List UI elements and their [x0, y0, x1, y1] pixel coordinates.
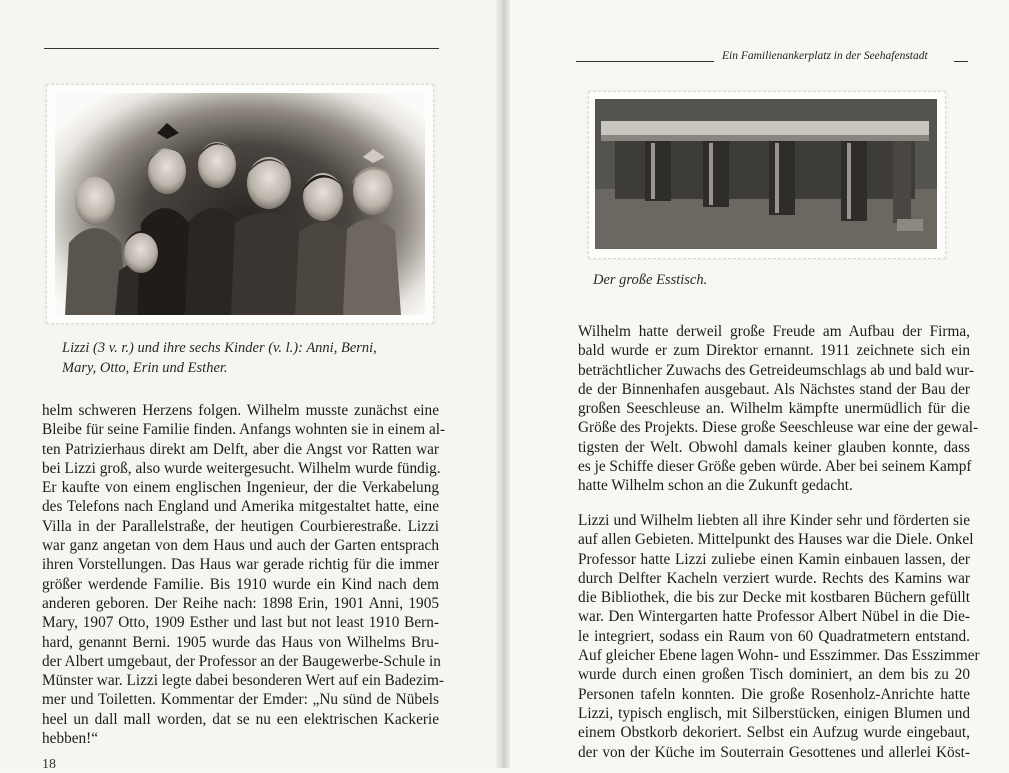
- text-line: Lizzi, typisch englisch, mit Silberstücken, einigen Blumen und: [578, 704, 970, 722]
- text-line: großen Seeschleuse an. Wilhelm kämpfte unermüdlich für die: [578, 400, 970, 418]
- text-line: der von der Küche im Souterrain Gesottenes und allerlei Köst-: [578, 743, 970, 761]
- text-line: Wilhelm hatte derweil große Freude am Aufbau der Firma,: [578, 323, 970, 340]
- text-line: Bleibe für seine Familie finden. Anfangs wohnten sie in einem al-: [42, 421, 446, 439]
- family-portrait-figures: [55, 93, 425, 315]
- text-line: Größe des Projekts. Diese große Seeschleuse war eine der gewal-: [578, 419, 979, 437]
- text-line: heel un dall mall worden, dat se nu een elektrischen Kackerie: [42, 710, 439, 728]
- family-portrait-photo: [46, 84, 434, 324]
- text-line: helm schweren Herzens folgen. Wilhelm musste zunächst eine: [42, 402, 439, 419]
- text-line: hard, genannt Berni. 1905 wurde das Haus von Wilhelms Bru-: [42, 633, 439, 651]
- text-line: le integriert, sodass ein Raum von 60 Quadratmetern entstand.: [578, 627, 970, 645]
- text-line: bald wurde er zum Direktor ernannt. 1911 zeichnete sich ein: [578, 342, 970, 360]
- text-line: Villa in der Parallelstraße, der heutigen Courbierestraße. Lizzi: [42, 517, 439, 535]
- dining-table-photo: [588, 91, 946, 259]
- text-line: Lizzi und Wilhelm liebten all ihre Kinder sehr und förderten sie: [578, 512, 970, 529]
- text-line: des Telefons nach England und Amerika mitgestaltet hatte, eine: [42, 498, 439, 516]
- dining-table-illustration: [595, 99, 937, 249]
- left-header-rule: [44, 48, 439, 49]
- header-rule-right: [954, 61, 968, 62]
- text-line: der Albert umgebaut, der Professor an der Baugewerbe-Schule in: [42, 652, 441, 670]
- text-line: wurde durch einen großen Tisch dominiert, an dem bis zu 20: [578, 666, 970, 684]
- text-line: hatte Wilhelm schon an die Zukunft gedacht.: [578, 477, 853, 495]
- family-portrait-image: [55, 93, 425, 315]
- text-line: hebben!“: [42, 730, 99, 748]
- dining-table-caption: Der große Esstisch.: [593, 272, 708, 288]
- text-line: mer und Toiletten. Kommentar der Emder: „Nu sünd de Nübels: [42, 691, 439, 709]
- text-line: bei Lizzi groß, also wurde weitergesucht. Wilhelm wurde fündig.: [42, 459, 441, 477]
- book-gutter: [496, 0, 510, 768]
- text-line: einem Obstkorb dekoriert. Selbst ein Aufzug wurde eingebaut,: [578, 724, 970, 742]
- left-body-text: [42, 401, 446, 748]
- text-line: beträchtlicher Zuwachs des Getreideumschlags ab und bald wur-: [578, 361, 974, 379]
- text-line: Münster war. Lizzi legte dabei besonderen Wert auf ein Badezim-: [42, 672, 444, 690]
- text-line: Professor hatte Lizzi zuliebe einen Kamin einbauen lassen, der: [578, 550, 970, 568]
- text-line: de der Binnenhafen ausgebaut. Als Nächstes stand der Bau der: [578, 380, 970, 398]
- running-header-title: Ein Familienankerplatz in der Seehafenstadt: [722, 50, 928, 62]
- right-body-paragraph-2: [578, 511, 980, 762]
- text-line: war. Den Wintergarten hatte Professor Albert Nübel in die Die-: [578, 608, 970, 626]
- text-line: Er kaufte von einem englischen Ingenieur, der die Verkabelung: [42, 479, 439, 497]
- text-line: durch Delfter Kacheln verziert wurde. Rechts des Kamins war: [578, 569, 970, 587]
- dining-table-image: [595, 99, 937, 249]
- right-running-header: [576, 48, 968, 66]
- text-line: ten Patrizierhaus direkt am Delft, aber die Angst vor Ratten war: [42, 440, 439, 458]
- text-line: tigsten der Welt. Obwohl damals keiner glauben konnte, dass: [578, 438, 970, 456]
- caption-line-1: Lizzi (3 v. r.) und ihre sechs Kinder (v. l.): Anni, Berni,: [62, 340, 377, 356]
- text-line: auf allen Gebieten. Mittelpunkt des Hauses war die Diele. Onkel: [578, 531, 974, 549]
- page-number: 18: [42, 757, 56, 772]
- text-line: die Bibliothek, die bis zur Decke mit kostbaren Büchern gefüllt: [578, 589, 970, 607]
- text-line: es je Schiffe dieser Größe geben würde. Aber bei seinem Kampf: [578, 458, 972, 476]
- text-line: war ganz angetan von dem Haus und auch der Garten entsprach: [42, 537, 439, 555]
- text-line: anderen geboren. Der Reihe nach: 1898 Erin, 1901 Anni, 1905: [42, 594, 439, 612]
- header-rule-left: [576, 61, 714, 62]
- text-line: ihren Vorstellungen. Das Haus war gerade richtig für die immer: [42, 556, 439, 574]
- text-line: größer werdende Familie. Bis 1910 wurde ein Kind nach dem: [42, 575, 439, 593]
- caption-line-2: Mary, Otto, Erin und Esther.: [62, 360, 228, 376]
- text-line: Mary, 1907 Otto, 1909 Esther und last but not least 1910 Bern-: [42, 614, 439, 632]
- text-line: Auf gleicher Ebene lagen Wohn- und Esszimmer. Das Esszimmer: [578, 647, 980, 665]
- text-line: Personen tafeln konnten. Die große Rosenholz-Anrichte hatte: [578, 685, 970, 703]
- right-body-paragraph-1: [578, 322, 979, 496]
- family-portrait-caption: [62, 338, 422, 378]
